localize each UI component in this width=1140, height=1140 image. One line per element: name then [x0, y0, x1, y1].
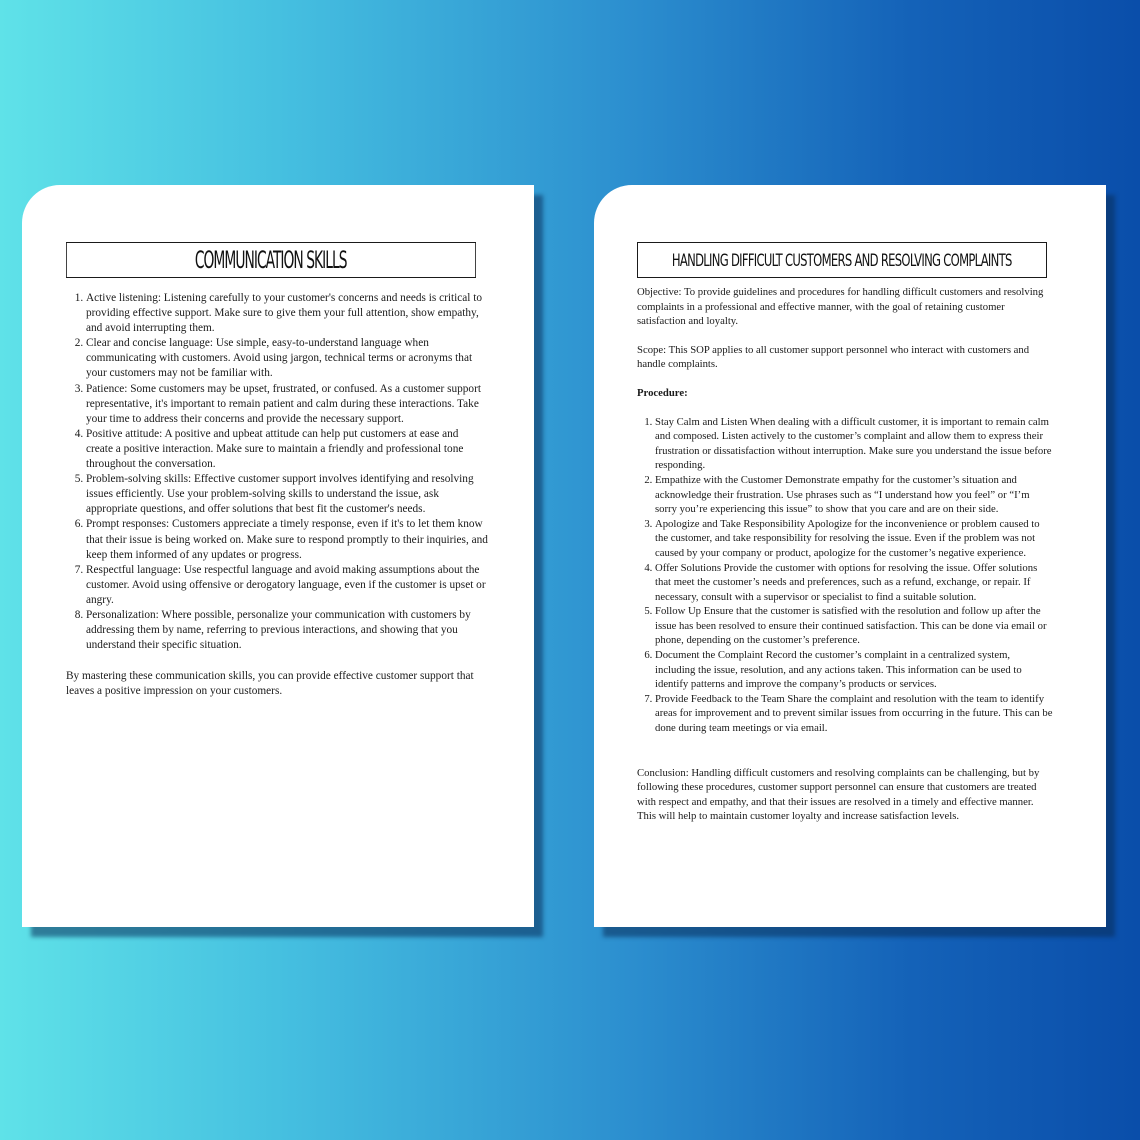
- list-item: 3. Patience: Some customers may be upset, frustrated, or confused. As a customer support representative, it's important to remain patient and calm during these interactions. Take your time to address their concerns and provide the necessary support.: [86, 382, 488, 427]
- list-item: 7. Respectful language: Use respectful language and avoid making assumptions about the customer. Avoid using offensive or derogatory language, even if the customer is upset or angry.: [86, 563, 488, 608]
- list-item: 6. Prompt responses: Customers appreciate a timely response, even if it's to let them know that their issue is being worked on. Make sure to respond promptly to their inquiries, and keep them informed of any updates or progress.: [86, 517, 488, 562]
- procedure-steps-list: [637, 415, 1053, 736]
- objective-paragraph: Objective: To provide guidelines and procedures for handling difficult customers and resolving complaints in a professional and effective manner, with the goal of retaining customer satisfaction and loyalty.: [637, 286, 1044, 328]
- page-title-text: HANDLING DIFFICULT CUSTOMERS AND RESOLVING COMPLAINTS: [672, 250, 1012, 270]
- page-title: [66, 242, 476, 278]
- closing-paragraph: By mastering these communication skills, you can provide effective customer support that leaves a positive impression on your customers.: [66, 670, 474, 698]
- list-item: 4. Offer Solutions Provide the customer with options for resolving the issue. Offer solutions that meet the customer’s needs and preferences, such as a refund, exchange, or repair. If necessary, consult with a supervisor or specialist to find a suitable solution.: [655, 561, 1053, 605]
- list-item: 7. Provide Feedback to the Team Share the complaint and resolution with the team to identify areas for improvement and to prevent similar issues from occurring in the future. This can be done during team meetings or via email.: [655, 692, 1053, 736]
- list-item: 5. Follow Up Ensure that the customer is satisfied with the resolution and follow up after the issue has been resolved to ensure their continued satisfaction. This can be done via email or phone, depending on the customer’s preference.: [655, 604, 1053, 648]
- list-item: 6. Document the Complaint Record the customer’s complaint in a centralized system, including the issue, resolution, and any actions taken. This information can be used to identify patterns and improve the company’s products or services.: [655, 648, 1053, 692]
- conclusion-paragraph: Conclusion: Handling difficult customers and resolving complaints can be challenging, but by following these procedures, customer support personnel can ensure that customers are treated with respect and empathy, and that their issues are resolved in a timely and effective manner. This will help to maintain customer loyalty and increase satisfaction levels.: [637, 766, 1040, 823]
- list-item: 8. Personalization: Where possible, personalize your communication with customers by addressing them by name, referring to previous interactions, and showing that you understand their specific situation.: [86, 608, 488, 653]
- document-page-communication-skills: [22, 185, 534, 927]
- page-title: [637, 242, 1047, 278]
- page-body: [66, 291, 488, 699]
- document-page-difficult-customers: [594, 185, 1106, 927]
- skills-list: [66, 291, 488, 653]
- procedure-heading: Procedure:: [637, 386, 688, 399]
- scope-paragraph: Scope: This SOP applies to all customer support personnel who interact with customers and handle complaints.: [637, 343, 1030, 371]
- list-item: 2. Clear and concise language: Use simple, easy-to-understand language when communicating with customers. Avoid using jargon, technical terms or acronyms that your customers may not be familiar with.: [86, 336, 488, 381]
- list-item: 2. Empathize with the Customer Demonstrate empathy for the customer’s situation and acknowledge their frustration. Use phrases such as “I understand how you feel” or “I’m sorry you’re experiencing this issue” to show that you care and are on their side.: [655, 473, 1053, 517]
- list-item: 1. Stay Calm and Listen When dealing with a difficult customer, it is important to remain calm and composed. Listen actively to the customer’s complaint and allow them to express their frustration or dissatisfaction without interruption. Make sure you understand the issue before responding.: [655, 415, 1053, 473]
- list-item: 5. Problem-solving skills: Effective customer support involves identifying and resolving issues efficiently. Use your problem-solving skills to understand the issue, ask appropriate questions, and offer solutions that best fit the customer's needs.: [86, 472, 488, 517]
- list-item: 3. Apologize and Take Responsibility Apologize for the inconvenience or problem caused to the customer, and take responsibility for resolving the issue. Even if the problem was not caused by your company or product, apologize for the customer’s negative experience.: [655, 517, 1053, 561]
- page-title-text: COMMUNICATION SKILLS: [195, 246, 347, 274]
- list-item: 1. Active listening: Listening carefully to your customer's concerns and needs is critical to providing effective support. Make sure to give them your full attention, show empathy, and avoid interrupting them.: [86, 291, 488, 336]
- page-body: [637, 285, 1053, 824]
- list-item: 4. Positive attitude: A positive and upbeat attitude can help put customers at ease and create a positive interaction. Make sure to maintain a friendly and professional tone throughout the conversation.: [86, 427, 488, 472]
